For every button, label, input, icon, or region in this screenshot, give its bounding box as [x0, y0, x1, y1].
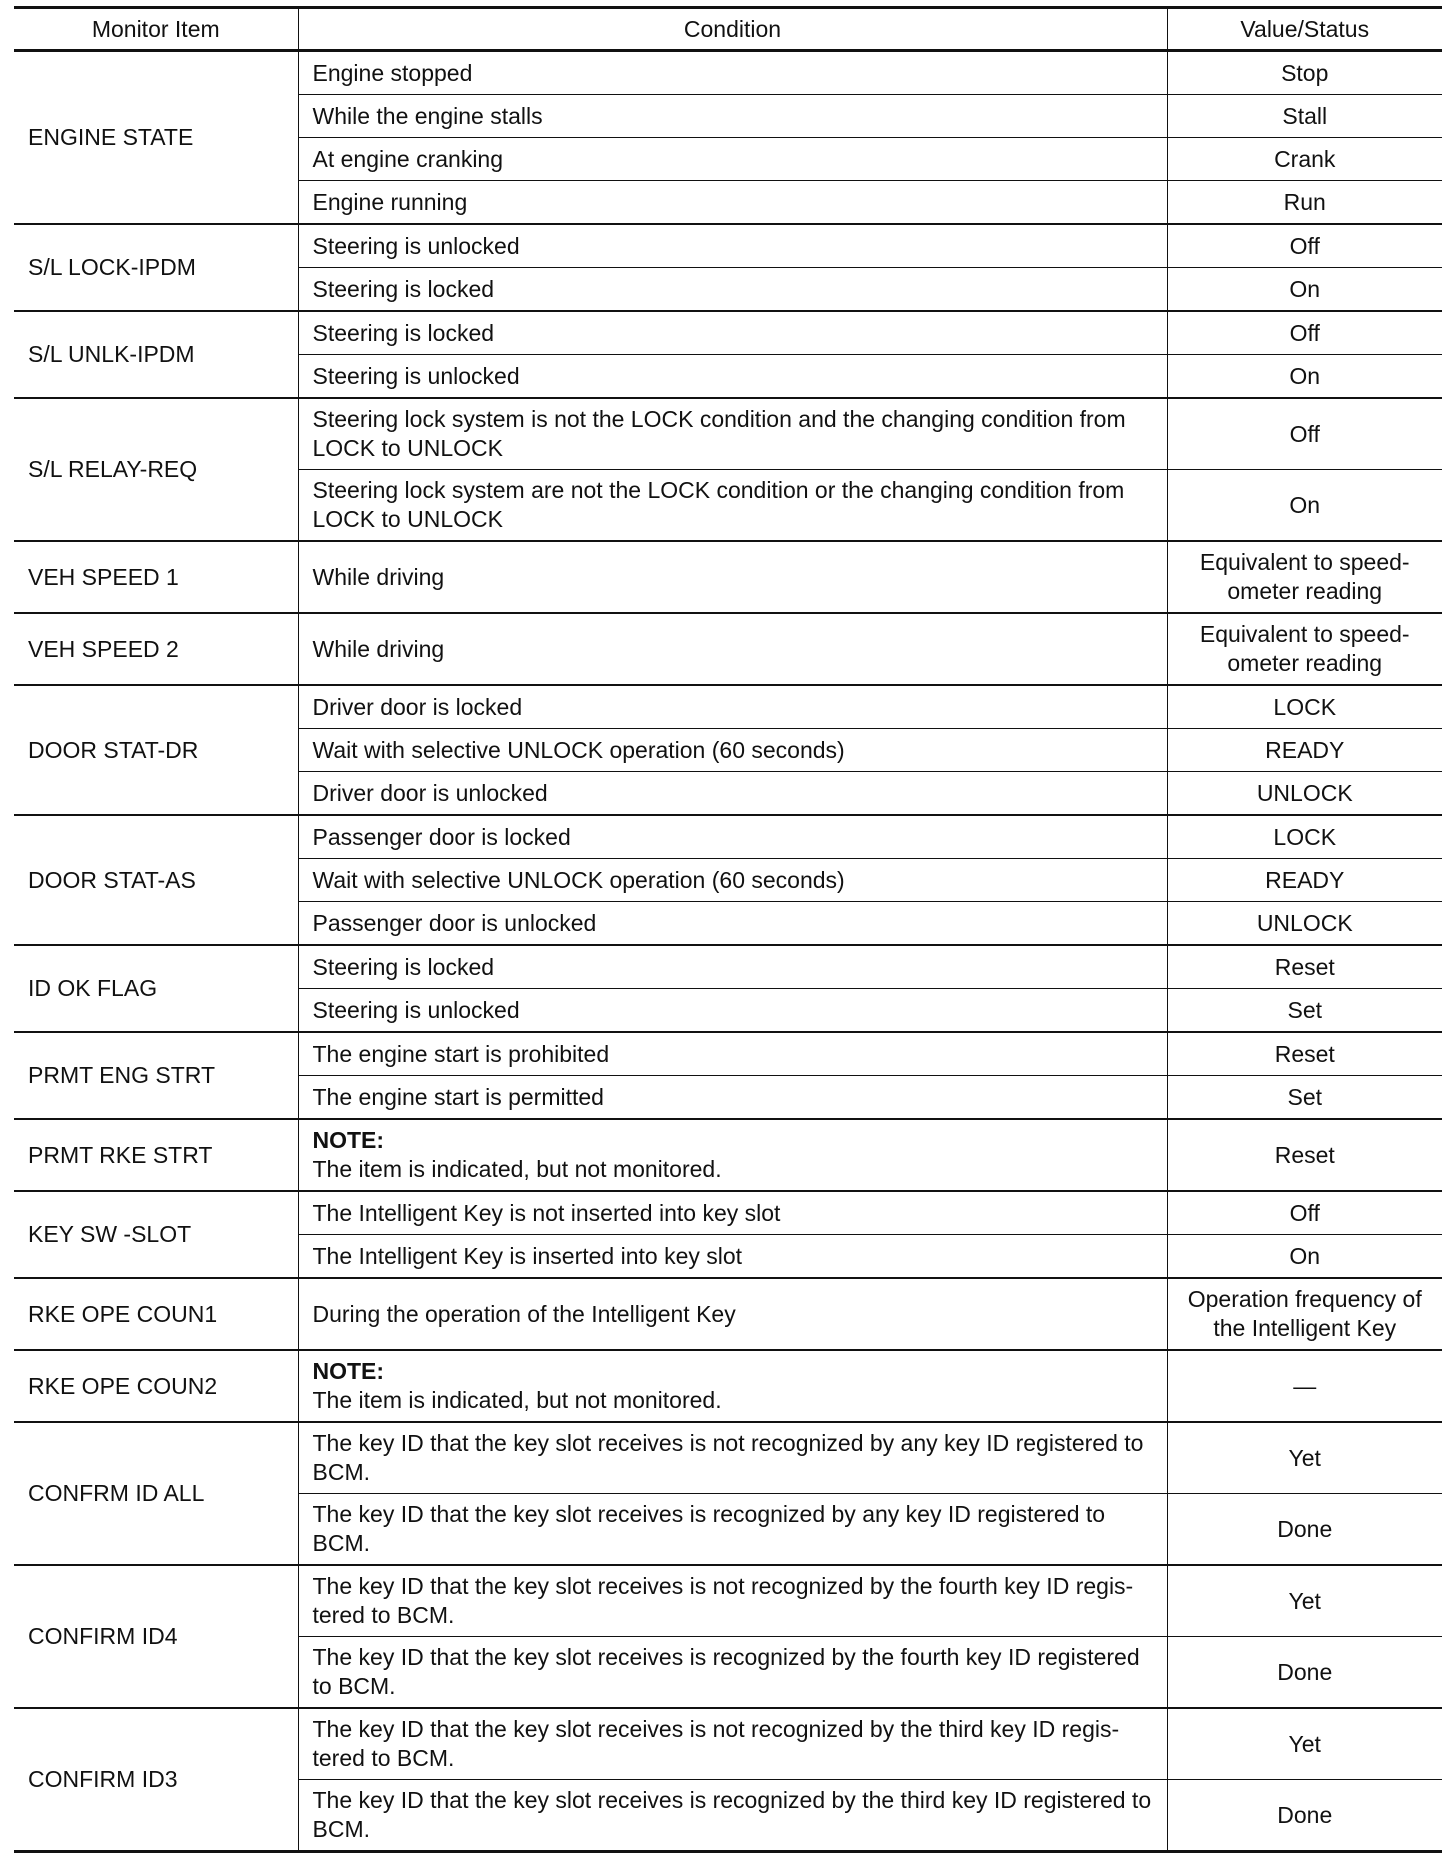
condition-text: The key ID that the key slot receives is recognized by the third key ID registered to BCM.: [312, 1787, 1152, 1842]
value-status-cell: Reset: [1167, 945, 1442, 989]
condition-text: At engine cranking: [312, 145, 504, 172]
value-status-cell: On: [1167, 355, 1442, 399]
table-row: [14, 1119, 1442, 1191]
table-row: [14, 541, 1442, 613]
condition-text: Engine stopped: [312, 59, 473, 86]
monitor-item-cell: ID OK FLAG: [14, 945, 298, 1032]
value-status-cell: On: [1167, 268, 1442, 312]
condition-text: Steering is unlocked: [312, 232, 520, 259]
table-row: [14, 1032, 1442, 1076]
value-status-cell: On: [1167, 1235, 1442, 1279]
value-status-cell: Off: [1167, 1191, 1442, 1235]
condition-cell: [298, 1032, 1167, 1076]
condition-cell: [298, 685, 1167, 729]
condition-cell: [298, 1235, 1167, 1279]
monitor-item-cell: DOOR STAT-DR: [14, 685, 298, 815]
value-status-cell: LOCK: [1167, 685, 1442, 729]
monitor-item-cell: S/L RELAY-REQ: [14, 398, 298, 541]
condition-text: The key ID that the key slot receives is recognized by any key ID registered to BCM.: [312, 1501, 1106, 1556]
condition-text: The item is indicated, but not monitored.: [312, 1387, 722, 1413]
table-row: [14, 1191, 1442, 1235]
condition-text: Passenger door is locked: [312, 823, 571, 850]
value-status-cell: Off: [1167, 398, 1442, 470]
header-monitor-item: Monitor Item: [14, 8, 298, 51]
condition-cell: [298, 1119, 1167, 1191]
header-value-status: Value/Status: [1167, 8, 1442, 51]
condition-cell: [298, 1494, 1167, 1566]
value-status-cell: Run: [1167, 181, 1442, 225]
monitor-item-cell: VEH SPEED 1: [14, 541, 298, 613]
condition-text: Steering lock system are not the LOCK condition or the changing condition from LOCK to UNLOCK: [312, 477, 1125, 532]
table-row: [14, 1708, 1442, 1780]
monitor-item-cell: KEY SW -SLOT: [14, 1191, 298, 1278]
table-row: [14, 685, 1442, 729]
value-status-cell: READY: [1167, 859, 1442, 902]
condition-cell: [298, 613, 1167, 685]
value-status-cell: On: [1167, 470, 1442, 542]
condition-cell: [298, 1637, 1167, 1709]
table-row: [14, 311, 1442, 355]
condition-text: The key ID that the key slot receives is not recognized by the third key ID regis- tered to BCM.: [312, 1716, 1120, 1771]
condition-cell: [298, 1076, 1167, 1120]
value-status-cell: Off: [1167, 224, 1442, 268]
condition-cell: [298, 859, 1167, 902]
condition-cell: [298, 95, 1167, 138]
condition-text: The item is indicated, but not monitored.: [312, 1156, 722, 1182]
monitor-item-cell: PRMT RKE STRT: [14, 1119, 298, 1191]
condition-cell: [298, 138, 1167, 181]
table-row: [14, 1422, 1442, 1494]
condition-text: Steering is unlocked: [312, 996, 520, 1023]
condition-text: The Intelligent Key is not inserted into key slot: [312, 1199, 781, 1226]
condition-cell: [298, 181, 1167, 225]
condition-text: Steering lock system is not the LOCK condition and the changing condition from LOCK to UNLOCK: [312, 406, 1126, 461]
table-row: [14, 815, 1442, 859]
value-status-cell: Done: [1167, 1494, 1442, 1566]
value-status-cell: Reset: [1167, 1119, 1442, 1191]
value-status-cell: Off: [1167, 311, 1442, 355]
condition-cell: [298, 1350, 1167, 1422]
monitor-item-cell: VEH SPEED 2: [14, 613, 298, 685]
table-row: [14, 613, 1442, 685]
condition-cell: [298, 268, 1167, 312]
monitor-item-cell: S/L UNLK-IPDM: [14, 311, 298, 398]
value-status-cell: Equivalent to speed- ometer reading: [1167, 613, 1442, 685]
value-status-cell: Set: [1167, 1076, 1442, 1120]
value-status-cell: Operation frequency of the Intelligent Key: [1167, 1278, 1442, 1350]
value-status-cell: Yet: [1167, 1708, 1442, 1780]
document-page: [14, 6, 1442, 1853]
condition-cell: [298, 989, 1167, 1033]
condition-text: Steering is unlocked: [312, 362, 520, 389]
condition-text: The engine start is permitted: [312, 1083, 604, 1110]
monitor-item-cell: RKE OPE COUN1: [14, 1278, 298, 1350]
value-status-cell: —: [1167, 1350, 1442, 1422]
value-status-cell: Yet: [1167, 1422, 1442, 1494]
condition-cell: [298, 51, 1167, 95]
condition-text: Wait with selective UNLOCK operation (60 seconds): [312, 866, 845, 893]
table-header: [14, 8, 1442, 51]
condition-cell: [298, 355, 1167, 399]
note-label: NOTE:: [312, 1127, 385, 1153]
condition-text: Passenger door is unlocked: [312, 909, 597, 936]
condition-cell: [298, 729, 1167, 772]
table-body: [14, 51, 1442, 1852]
table-row: [14, 51, 1442, 95]
condition-cell: [298, 902, 1167, 946]
condition-cell: [298, 1780, 1167, 1852]
table-row: [14, 1278, 1442, 1350]
monitor-item-table: [14, 6, 1442, 1853]
monitor-item-cell: PRMT ENG STRT: [14, 1032, 298, 1119]
table-row: [14, 1565, 1442, 1637]
value-status-cell: Done: [1167, 1637, 1442, 1709]
condition-cell: [298, 815, 1167, 859]
condition-text: While the engine stalls: [312, 102, 543, 129]
header-row: [14, 8, 1442, 51]
value-status-cell: Set: [1167, 989, 1442, 1033]
value-status-cell: UNLOCK: [1167, 902, 1442, 946]
value-status-cell: READY: [1167, 729, 1442, 772]
value-status-cell: Yet: [1167, 1565, 1442, 1637]
condition-text: The key ID that the key slot receives is not recognized by any key ID registered to BCM.: [312, 1430, 1144, 1485]
condition-cell: [298, 541, 1167, 613]
condition-text: Engine running: [312, 188, 468, 215]
condition-cell: [298, 1422, 1167, 1494]
value-status-cell: Reset: [1167, 1032, 1442, 1076]
table-row: [14, 224, 1442, 268]
condition-cell: [298, 1278, 1167, 1350]
condition-text: The key ID that the key slot receives is not recognized by the fourth key ID regis- tered to BCM.: [312, 1573, 1134, 1628]
value-status-cell: Done: [1167, 1780, 1442, 1852]
monitor-item-cell: CONFIRM ID4: [14, 1565, 298, 1708]
note-label: NOTE:: [312, 1358, 385, 1384]
table-row: [14, 1350, 1442, 1422]
condition-cell: [298, 470, 1167, 542]
condition-text: The key ID that the key slot receives is recognized by the fourth key ID registered to BCM.: [312, 1644, 1140, 1699]
condition-text: Steering is locked: [312, 319, 495, 346]
monitor-item-cell: ENGINE STATE: [14, 51, 298, 225]
value-status-cell: Equivalent to speed- ometer reading: [1167, 541, 1442, 613]
condition-text: The Intelligent Key is inserted into key slot: [312, 1242, 743, 1269]
condition-cell: [298, 1191, 1167, 1235]
condition-cell: [298, 398, 1167, 470]
value-status-cell: UNLOCK: [1167, 772, 1442, 816]
condition-text: While driving: [312, 563, 445, 590]
condition-cell: [298, 311, 1167, 355]
header-condition: Condition: [298, 8, 1167, 51]
monitor-item-cell: CONFRM ID ALL: [14, 1422, 298, 1565]
condition-cell: [298, 945, 1167, 989]
condition-text: Driver door is locked: [312, 693, 523, 720]
condition-cell: [298, 1708, 1167, 1780]
condition-cell: [298, 224, 1167, 268]
condition-cell: [298, 772, 1167, 816]
table-row: [14, 398, 1442, 470]
condition-cell: [298, 1565, 1167, 1637]
monitor-item-cell: RKE OPE COUN2: [14, 1350, 298, 1422]
value-status-cell: Stall: [1167, 95, 1442, 138]
monitor-item-cell: CONFIRM ID3: [14, 1708, 298, 1852]
monitor-item-cell: DOOR STAT-AS: [14, 815, 298, 945]
condition-text: During the operation of the Intelligent Key: [312, 1300, 736, 1327]
table-row: [14, 945, 1442, 989]
condition-text: Steering is locked: [312, 953, 495, 980]
value-status-cell: LOCK: [1167, 815, 1442, 859]
monitor-item-cell: S/L LOCK-IPDM: [14, 224, 298, 311]
value-status-cell: Stop: [1167, 51, 1442, 95]
value-status-cell: Crank: [1167, 138, 1442, 181]
condition-text: Driver door is unlocked: [312, 779, 548, 806]
condition-text: Wait with selective UNLOCK operation (60 seconds): [312, 736, 845, 763]
condition-text: Steering is locked: [312, 275, 495, 302]
condition-text: The engine start is prohibited: [312, 1040, 610, 1067]
condition-text: While driving: [312, 635, 445, 662]
